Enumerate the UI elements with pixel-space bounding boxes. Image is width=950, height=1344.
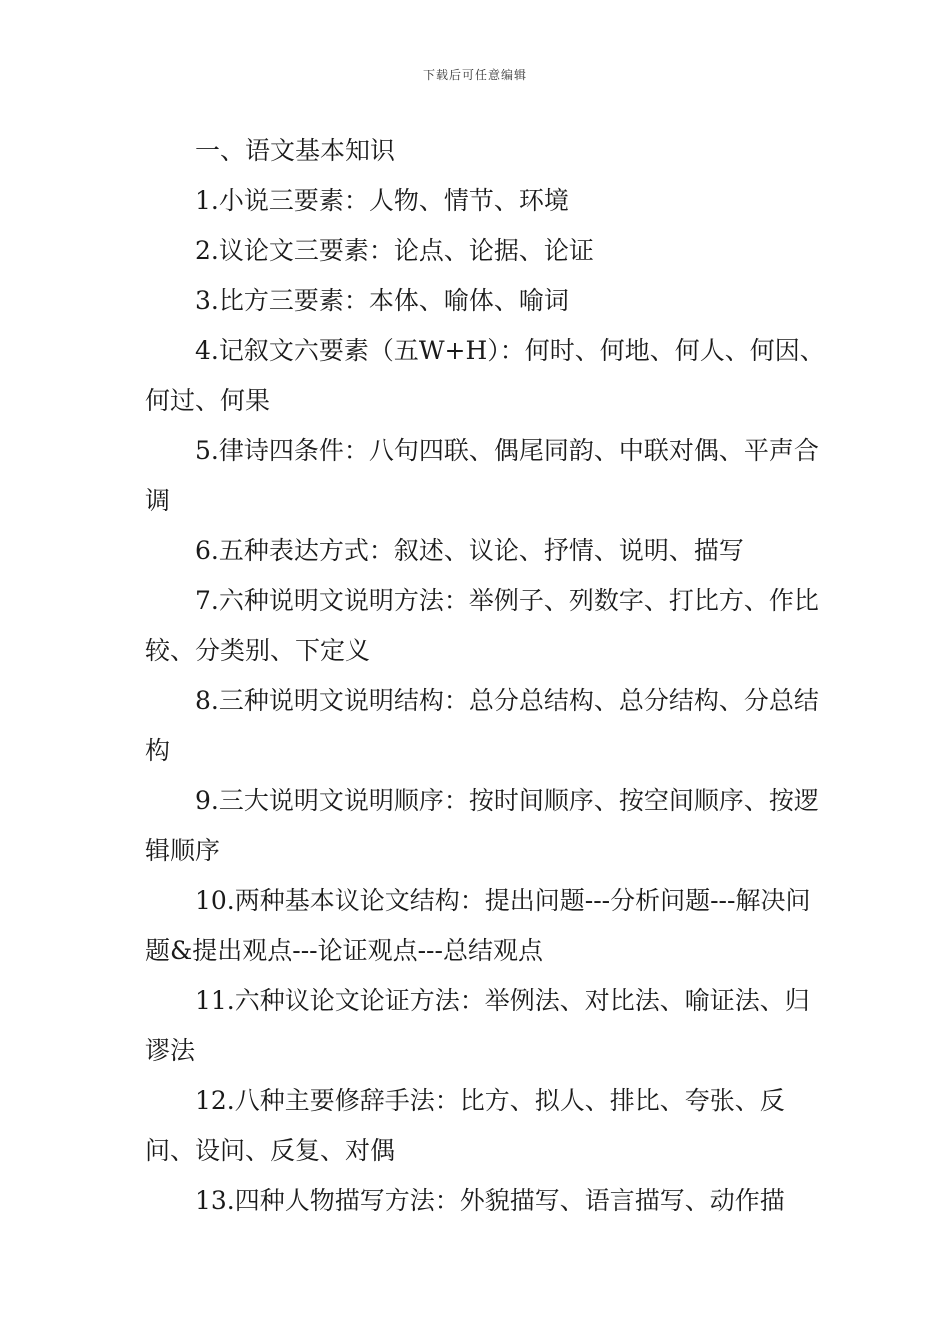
list-item: 4.记叙文六要素（五W+H）：何时、何地、何人、何因、何过、何果 (145, 336, 825, 415)
list-item: 8.三种说明文说明结构：总分总结构、总分结构、分总结构 (145, 686, 819, 765)
list-item: 9.三大说明文说明顺序：按时间顺序、按空间顺序、按逻辑顺序 (145, 786, 819, 865)
list-item: 3.比方三要素：本体、喻体、喻词 (195, 286, 569, 315)
list-item: 12.八种主要修辞手法：比方、拟人、排比、夸张、反问、设问、反复、对偶 (145, 1086, 785, 1165)
list-item: 1.小说三要素：人物、情节、环境 (195, 186, 569, 215)
document-body (145, 126, 825, 1226)
list-item: 13.四种人物描写方法：外貌描写、语言描写、动作描 (195, 1186, 785, 1215)
list-item: 10.两种基本议论文结构：提出问题---分析问题---解决问题&提出观点---论证观点---总结观点 (145, 886, 811, 965)
list-item: 11.六种议论文论证方法：举例法、对比法、喻证法、归谬法 (145, 986, 810, 1065)
section-heading: 一、语文基本知识 (195, 136, 396, 165)
list-item: 5.律诗四条件：八句四联、偶尾同韵、中联对偶、平声合调 (145, 436, 819, 515)
list-item: 6.五种表达方式：叙述、议论、抒情、说明、描写 (195, 536, 744, 565)
list-item: 2.议论文三要素：论点、论据、论证 (195, 236, 594, 265)
page-header-note: 下载后可任意编辑 (422, 68, 527, 82)
list-item: 7.六种说明文说明方法：举例子、列数字、打比方、作比较、分类别、下定义 (145, 586, 819, 665)
